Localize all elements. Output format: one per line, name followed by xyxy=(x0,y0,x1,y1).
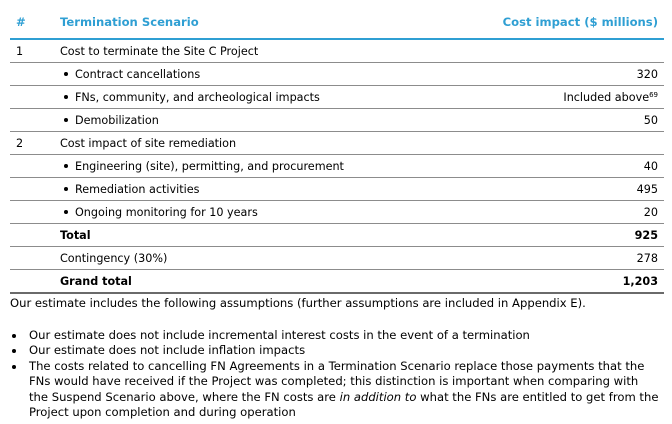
bullet-icon xyxy=(64,164,68,168)
row-value: 50 xyxy=(643,113,658,127)
table-row xyxy=(10,201,664,224)
table-row xyxy=(10,39,664,63)
row-number: 2 xyxy=(16,136,24,150)
row-number xyxy=(10,247,54,270)
list-item: Our estimate does not include inflation impacts xyxy=(10,343,660,358)
row-description: Ongoing monitoring for 10 years xyxy=(54,201,444,224)
table-row xyxy=(10,86,664,109)
row-description: Total xyxy=(60,228,91,242)
table-header-row xyxy=(10,6,664,39)
list-item: Our estimate does not include incremental interest costs in the event of a termination xyxy=(10,328,660,343)
row-value: 20 xyxy=(643,205,658,219)
bullet-icon xyxy=(64,72,68,76)
row-value: 495 xyxy=(636,182,658,196)
grand-total-row xyxy=(10,270,664,294)
contingency-row xyxy=(10,247,664,270)
bullet-icon xyxy=(12,334,16,338)
bullet-icon xyxy=(64,210,68,214)
row-number xyxy=(10,109,54,132)
table-row xyxy=(10,109,664,132)
row-description: Engineering (site), permitting, and procurement xyxy=(54,155,444,178)
row-description: Contingency (30%) xyxy=(60,251,168,265)
row-description: Grand total xyxy=(60,274,132,288)
assumptions-intro: Our estimate includes the following assumptions (further assumptions are included in Appendix E). xyxy=(10,296,586,310)
row-number xyxy=(10,63,54,86)
row-number xyxy=(10,86,54,109)
footnote-ref: 69 xyxy=(649,90,658,99)
row-number: 1 xyxy=(16,44,24,58)
table-row xyxy=(10,63,664,86)
total-row xyxy=(10,224,664,247)
row-description: Contract cancellations xyxy=(54,63,444,86)
bullet-icon xyxy=(12,349,16,353)
row-value: 320 xyxy=(636,67,658,81)
table-row xyxy=(10,155,664,178)
bullet-icon xyxy=(64,187,68,191)
row-value: 1,203 xyxy=(622,274,658,288)
termination-cost-table xyxy=(10,6,664,294)
row-description: Demobilization xyxy=(54,109,444,132)
row-value: Included above$^{69}$ xyxy=(563,90,658,104)
row-value: 40 xyxy=(643,159,658,173)
row-number xyxy=(10,270,54,294)
header-scenario: Termination Scenario xyxy=(60,15,199,29)
bullet-icon xyxy=(64,118,68,122)
assumptions-list xyxy=(10,328,660,420)
emphasis-text: in addition to xyxy=(339,389,417,404)
row-number xyxy=(10,155,54,178)
row-value: 925 xyxy=(634,228,658,242)
bullet-icon xyxy=(12,365,16,369)
row-number xyxy=(10,224,54,247)
table-row xyxy=(10,178,664,201)
row-value xyxy=(444,132,664,155)
row-description: Remediation activities xyxy=(54,178,444,201)
list-item: The costs related to cancelling FN Agreements in a Termination Scenario replace those payments that the FNs would have received if the Project was completed; this distinction is important when comparing with the Suspend Scenario above, where the FN costs are in addition to what the FNs are entitled to get from the Project upon completion and during operation xyxy=(10,359,660,421)
row-number xyxy=(10,201,54,224)
header-number: # xyxy=(16,15,26,29)
table-row xyxy=(10,132,664,155)
row-description: Cost to terminate the Site C Project xyxy=(60,44,259,58)
row-value: 278 xyxy=(636,251,658,265)
row-value xyxy=(444,39,664,63)
row-description: FNs, community, and archeological impacts xyxy=(54,86,444,109)
bullet-icon xyxy=(64,95,68,99)
row-description: Cost impact of site remediation xyxy=(60,136,237,150)
row-number xyxy=(10,178,54,201)
header-cost: Cost impact ($ millions) xyxy=(502,15,658,29)
